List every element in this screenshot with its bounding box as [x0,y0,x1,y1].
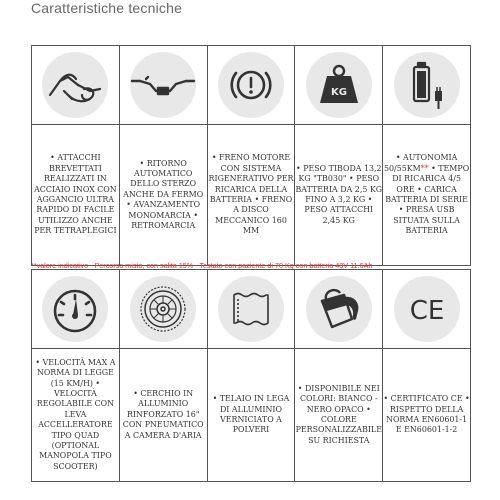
feature-cell-colori [295,270,383,349]
feature-text-certificato: • CERTIFICATO CE • RISPETTO DELLA NORMA EN60601-1 E EN60601-1-2 [383,349,471,482]
feature-cell-batteria [383,46,471,125]
feature-text-batteria-b: • TEMPO DI RICARICA 4/5 ORE • CARICA BATTERIA DI SERIE • PRESA USB SITUATA SULLA BATTERIA [385,163,470,236]
feature-cell-telaio [207,270,295,349]
ce-label: CE [409,296,444,326]
kg-label: KG [330,87,347,98]
section-title: Caratteristiche tecniche [31,0,183,16]
feature-text-attacchi: • ATTACCHI BREVETTATI REALIZZATI IN ACCIAIO INOX CON AGGANCIO ULTRA RAPIDO DI FACILE UTILIZZO ANCHE PER TETRAPLEGICI [32,125,120,266]
paint-bucket-icon [302,275,376,343]
frame-fabric-icon [214,275,288,343]
feature-cell-freno [207,46,295,125]
feature-text-peso: • PESO TIBODA 13,2 KG "TB030" • PESO BATTERIA DA 2,5 KG FINO A 3,2 KG • PESO ATTACCHI 2,45 KG [295,125,383,266]
feature-text-batteria-mark: ** [420,163,429,173]
feature-text-telaio: • TELAIO IN LEGA DI ALLUMINIO VERNICIATO A POLVERI [207,349,295,482]
feature-text-freno: • FRENO MOTORE CON SISTEMA RIGENERATIVO PER RICARICA DELLA BATTERIA • FRENO A DISCO MECCANICO 160 MM [207,125,295,266]
ce-mark-icon [390,275,464,343]
feature-cell-attacchi [32,46,120,125]
footnote: **valore indicativo - Percorso misto, con salita 15% - Testato con paziente di 70 Kg con batteria 48V 11.6Ah [31,261,373,270]
feature-cell-peso [295,46,383,125]
specs-table-top [31,45,471,266]
feature-cell-sterzo [119,46,207,125]
speedometer-icon [38,275,112,343]
feature-text-cerchio: • CERCHIO IN ALLUMINIO RINFORZATO 16" CON PNEUMATICO A CAMERA D'ARIA [119,349,207,482]
brake-warning-icon [214,51,288,119]
feature-text-batteria-a: • AUTONOMIA 50/55KM [384,153,458,173]
kg-weight-icon [302,51,376,119]
battery-charger-icon [390,51,464,119]
specs-table-bottom [31,269,471,482]
hand-clamp-icon [38,51,112,119]
wheel-rim-icon [126,275,200,343]
feature-text-velocita: • VELOCITÀ MAX A NORMA DI LEGGE (15 KM/H) • VELOCITÀ REGOLABILE CON LEVA ACCELLERATORE TIPO QUAD (OPTIONAL MANOPOLA TIPO SCOOTER) [32,349,120,482]
handlebar-icon [126,51,200,119]
feature-cell-cerchio [119,270,207,349]
feature-cell-velocita [32,270,120,349]
feature-text-colori: • DISPONIBILE NEI COLORI: BIANCO - NERO OPACO • COLORE PERSONALIZZABILE SU RICHIESTA [295,349,383,482]
feature-text-batteria [383,125,471,266]
feature-cell-certificato [383,270,471,349]
feature-text-sterzo: • RITORNO AUTOMATICO DELLO STERZO ANCHE DA FERMO • AVANZAMENTO MONOMARCIA • RETROMARCIA [119,125,207,266]
